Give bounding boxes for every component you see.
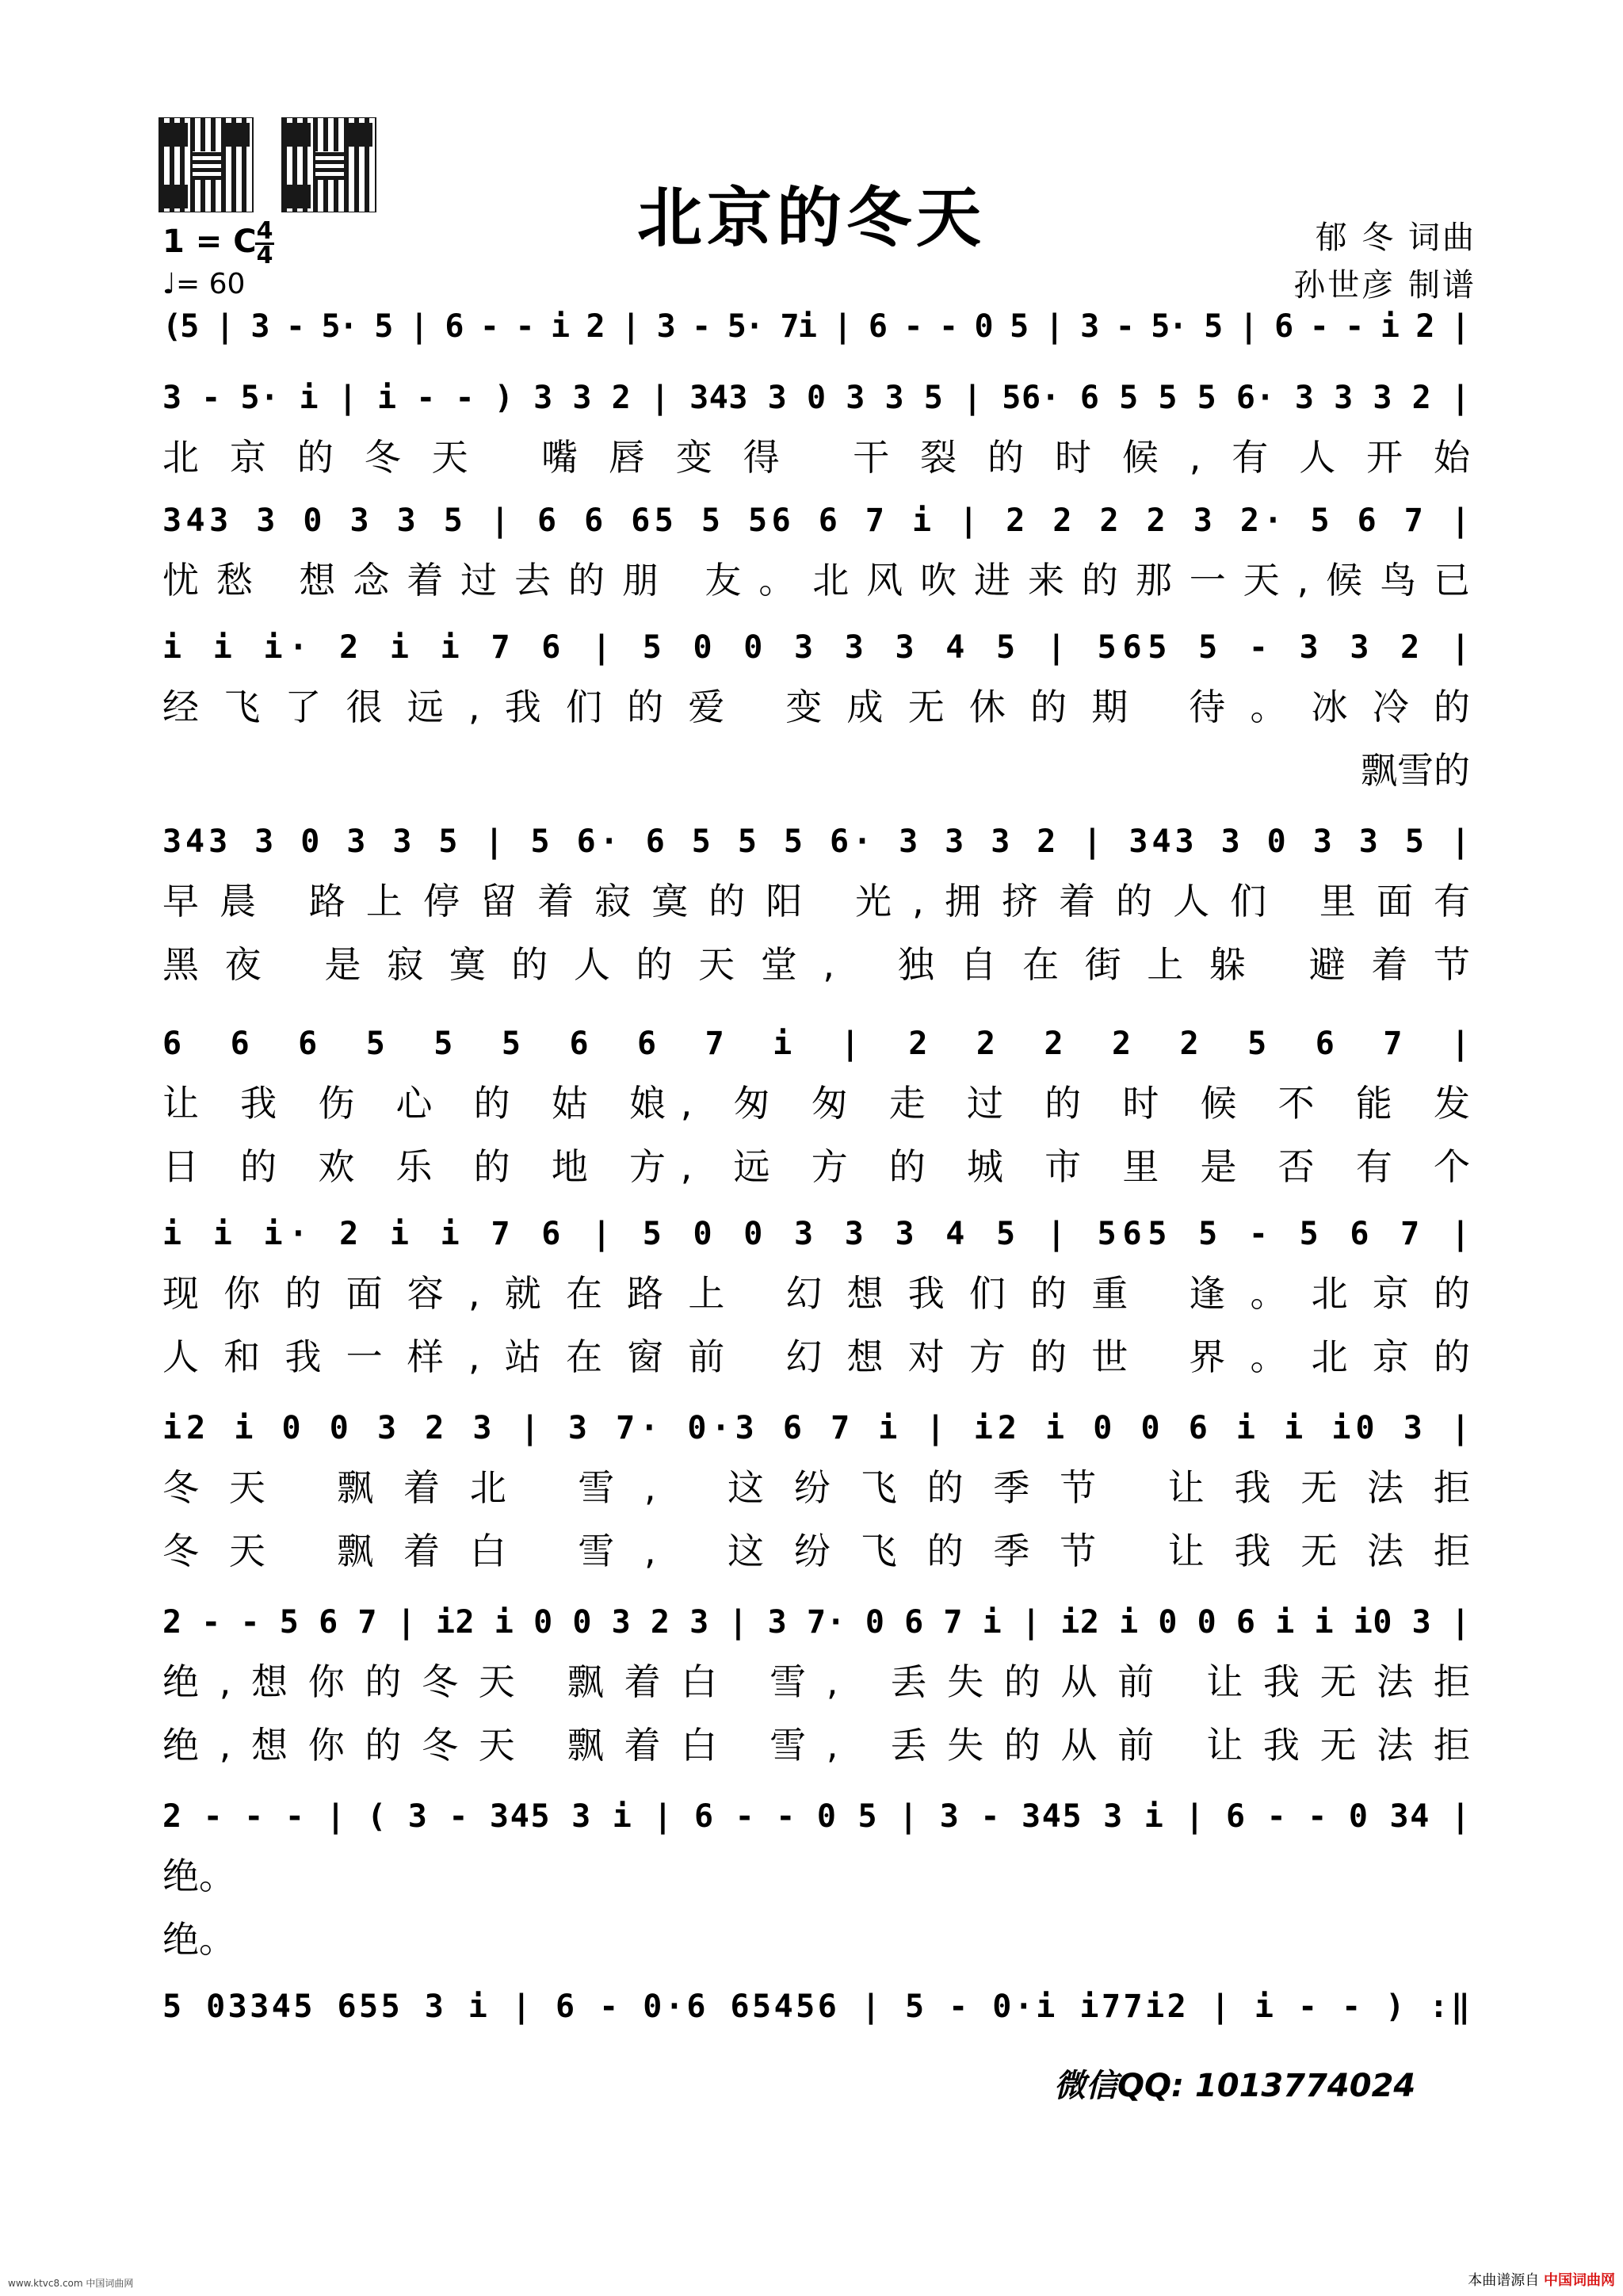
lyric-line: 早晨 路上停留着寂寞的阳 光,拥挤着的人们 里面有 bbox=[162, 880, 1470, 923]
notation-row: 343 3 0 3 3 5 | 5 6· 6 5 5 5 6· 3 3 3 2 | 343 3 0 3 3 5 | bbox=[162, 823, 1470, 860]
notation-row: i i i· 2 i i 7 6 | 5 0 0 3 3 3 4 5 | 565 5 - 3 3 2 | bbox=[162, 629, 1471, 666]
lyric-line: 绝,想你的冬天 飘着白 雪, 丢失的从前 让我无法拒 bbox=[162, 1660, 1470, 1703]
lyric-line: 现你的面容,就在路上 幻想我们的重 逢。北京的 bbox=[162, 1272, 1470, 1315]
lyric-line: 人和我一样,站在窗前 幻想对方的世 界。北京的 bbox=[162, 1335, 1470, 1378]
lyric-line: 让 我 伤 心 的 姑 娘, 匆 匆 走 过 的 时 候 不 能 发 bbox=[162, 1082, 1470, 1125]
footer-left-url: www.ktvc8.com 中国词曲网 bbox=[8, 2278, 134, 2289]
lyric-line: 黑夜 是寂寞的人的天堂, 独自在街上躲 避着节 bbox=[162, 943, 1471, 986]
notation-row: i i i· 2 i i 7 6 | 5 0 0 3 3 3 4 5 | 565 5 - 5 6 7 | bbox=[162, 1216, 1471, 1252]
notation-row: 5 03345 655 3 i | 6 - 0·6 65456 | 5 - 0·i i77i2 | i - - ) :‖ bbox=[162, 1988, 1471, 2025]
credit-transcriber: 孙世彦 制谱 bbox=[1293, 267, 1476, 304]
notation-row: 2 - - - | ( 3 - 345 3 i | 6 - - 0 5 | 3 - 345 3 i | 6 - - 0 34 | bbox=[162, 1798, 1470, 1835]
notation-row: 6 6 6 5 5 5 6 6 7 i | 2 2 2 2 2 5 6 7 | bbox=[162, 1026, 1470, 1062]
notation-row: (5 | 3 - 5· 5 | 6 - - i 2 | 3 - 5· 7i | 6 - - 0 5 | 3 - 5· 5 | 6 - - i 2 | bbox=[162, 308, 1471, 345]
footer-site: 中国词曲网 bbox=[1544, 2272, 1615, 2289]
notation-row: 3 - 5· i | i - - ) 3 3 2 | 343 3 0 3 3 5 | 56· 6 5 5 5 6· 3 3 3 2 | bbox=[162, 380, 1470, 416]
song-title: 北京的冬天 bbox=[636, 181, 986, 256]
footer-prefix: 本曲谱源自 bbox=[1468, 2272, 1540, 2289]
lyric-line: 北京的冬天 嘴唇变得 干裂的时候,有人开始 bbox=[162, 436, 1470, 479]
lyric-line: 忧愁 想念着过去的朋 友。北风吹进来的那一天,候鸟已 bbox=[162, 559, 1470, 602]
time-bottom: 4 bbox=[256, 242, 273, 269]
lyric-line: 飘雪的 bbox=[1361, 749, 1470, 792]
credit-lyricist-composer: 郁 冬 词曲 bbox=[1315, 220, 1476, 256]
lyric-line: 绝。 bbox=[162, 1855, 235, 1897]
key-label: 1 = C bbox=[162, 223, 257, 260]
key-signature bbox=[162, 223, 257, 260]
lyric-line: 绝,想你的冬天 飘着白 雪, 丢失的从前 让我无法拒 bbox=[162, 1724, 1470, 1767]
time-top: 4 bbox=[256, 217, 273, 245]
lyric-line: 经飞了很远,我们的爱 变成无休的期 待。冰冷的 bbox=[162, 686, 1470, 728]
tempo-value: = 60 bbox=[175, 268, 246, 300]
quarter-note-icon: ♩ bbox=[162, 268, 176, 300]
lyric-line: 冬天 飘着白 雪, 这纷飞的季节 让我无法拒 bbox=[162, 1530, 1470, 1572]
time-signature bbox=[255, 217, 274, 269]
lyric-line: 日 的 欢 乐 的 地 方, 远 方 的 城 市 里 是 否 有 个 bbox=[162, 1145, 1470, 1188]
lyric-line: 绝。 bbox=[162, 1918, 235, 1961]
notation-row: i2 i 0 0 3 2 3 | 3 7· 0·3 6 7 i | i2 i 0 0 6 i i i0 3 | bbox=[162, 1410, 1470, 1446]
notation-row: 2 - - 5 6 7 | i2 i 0 0 3 2 3 | 3 7· 0 6 7 i | i2 i 0 0 6 i i i0 3 | bbox=[162, 1604, 1470, 1641]
notation-row: 343 3 0 3 3 5 | 6 6 65 5 56 6 7 i | 2 2 2 2 3 2· 5 6 7 | bbox=[162, 502, 1470, 539]
tempo-marking bbox=[162, 268, 245, 300]
lyric-line: 冬天 飘着北 雪, 这纷飞的季节 让我无法拒 bbox=[162, 1466, 1470, 1509]
wechat-qq-contact: 微信QQ: 1013774024 bbox=[1054, 2068, 1416, 2104]
footer-source bbox=[1468, 2269, 1615, 2290]
